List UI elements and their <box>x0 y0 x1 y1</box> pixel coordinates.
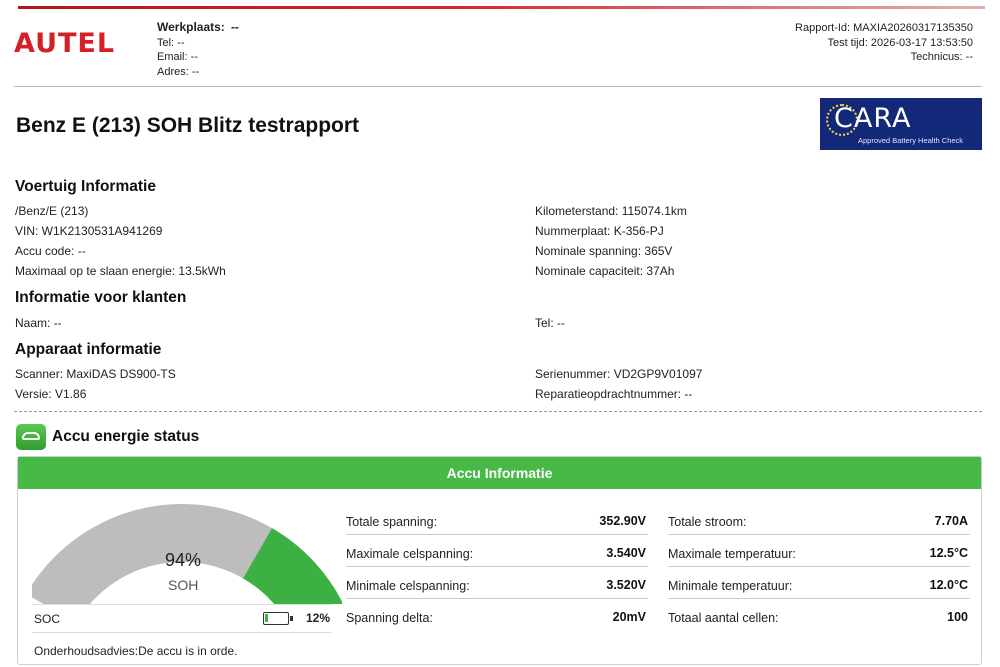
report-id: Rapport-Id: MAXIA20260317135350 <box>795 22 973 34</box>
metric-label: Spanning delta: <box>346 611 433 625</box>
metric-label: Totale spanning: <box>346 515 438 529</box>
metric-value: 20mV <box>612 610 646 624</box>
header-divider <box>14 86 982 87</box>
vehicle-heading: Voertuig Informatie <box>15 178 156 195</box>
metric-label: Totale stroom: <box>668 515 747 529</box>
customer-tel: Tel: -- <box>535 316 565 330</box>
license-plate: Nummerplaat: K-356-PJ <box>535 224 664 238</box>
report-title: Benz E (213) SOH Blitz testrapport <box>16 114 360 137</box>
repair-order-number: Reparatieopdrachtnummer: -- <box>535 387 693 401</box>
soc-divider <box>32 632 332 633</box>
metric-label: Minimale temperatuur: <box>668 579 793 593</box>
metric-value: 12.0°C <box>929 578 968 592</box>
metric-row <box>668 605 970 631</box>
metric-row <box>346 573 648 599</box>
panel-title: Accu Informatie <box>18 457 981 489</box>
metric-value: 7.70A <box>934 514 968 528</box>
metric-value: 100 <box>947 610 968 624</box>
nominal-capacity: Nominale capaciteit: 37Ah <box>535 264 675 278</box>
workshop-info <box>157 20 239 79</box>
metric-value: 3.540V <box>606 546 646 560</box>
workshop-email: Email: -- <box>157 51 198 63</box>
vehicle-vin: VIN: W1K2130531A941269 <box>15 224 163 238</box>
customer-name: Naam: -- <box>15 316 62 330</box>
metric-value: 12.5°C <box>929 546 968 560</box>
metric-row <box>346 541 648 567</box>
workshop-label: Werkplaats: <box>157 20 225 34</box>
section-divider <box>14 411 982 412</box>
maintenance-advice: Onderhoudsadvies:De accu is in orde. <box>34 644 238 658</box>
customer-heading: Informatie voor klanten <box>15 289 187 306</box>
metric-label: Minimale celspanning: <box>346 579 470 593</box>
gauge-track <box>32 504 272 604</box>
workshop-name: -- <box>230 20 239 34</box>
workshop-address: Adres: -- <box>157 65 200 78</box>
soc-value: 12% <box>306 611 331 625</box>
metric-row <box>668 573 970 599</box>
metric-row <box>346 509 648 535</box>
soh-value: 94% <box>165 550 202 570</box>
metric-row <box>668 509 970 535</box>
nominal-voltage: Nominale spanning: 365V <box>535 244 673 258</box>
cara-tagline: Approved Battery Health Check <box>858 136 964 145</box>
energy-status-heading: Accu energie status <box>52 428 200 445</box>
metric-label: Totaal aantal cellen: <box>668 611 779 625</box>
top-accent-bar <box>18 6 985 9</box>
soh-label: SOH <box>168 577 199 593</box>
device-version: Versie: V1.86 <box>15 387 87 401</box>
metric-row <box>668 541 970 567</box>
workshop-tel: Tel: -- <box>157 36 185 49</box>
metric-label: Maximale temperatuur: <box>668 547 796 561</box>
technician: Technicus: -- <box>910 51 973 63</box>
vehicle-model: /Benz/E (213) <box>15 204 89 218</box>
soc-label: SOC <box>34 612 61 626</box>
battery-code: Accu code: -- <box>15 244 86 258</box>
cara-word: CARA <box>834 103 912 134</box>
metric-value: 352.90V <box>599 514 646 528</box>
device-heading: Apparaat informatie <box>15 341 162 358</box>
cara-badge <box>820 98 982 150</box>
soc-fill <box>265 614 268 622</box>
report-meta <box>795 21 973 65</box>
test-time: Test tijd: 2026-03-17 13:53:50 <box>827 36 973 49</box>
soc-battery-icon <box>263 612 289 625</box>
serial-number: Serienummer: VD2GP9V01097 <box>535 367 703 381</box>
autel-logo: AUTEL <box>14 28 116 59</box>
mileage: Kilometerstand: 115074.1km <box>535 204 687 218</box>
max-energy: Maximaal op te slaan energie: 13.5kWh <box>15 264 226 278</box>
metric-label: Maximale celspanning: <box>346 547 474 561</box>
metric-row <box>346 605 648 631</box>
battery-car-icon <box>16 424 46 450</box>
metric-value: 3.520V <box>606 578 646 592</box>
scanner: Scanner: MaxiDAS DS900-TS <box>15 367 176 381</box>
gauge-divider <box>32 604 332 605</box>
